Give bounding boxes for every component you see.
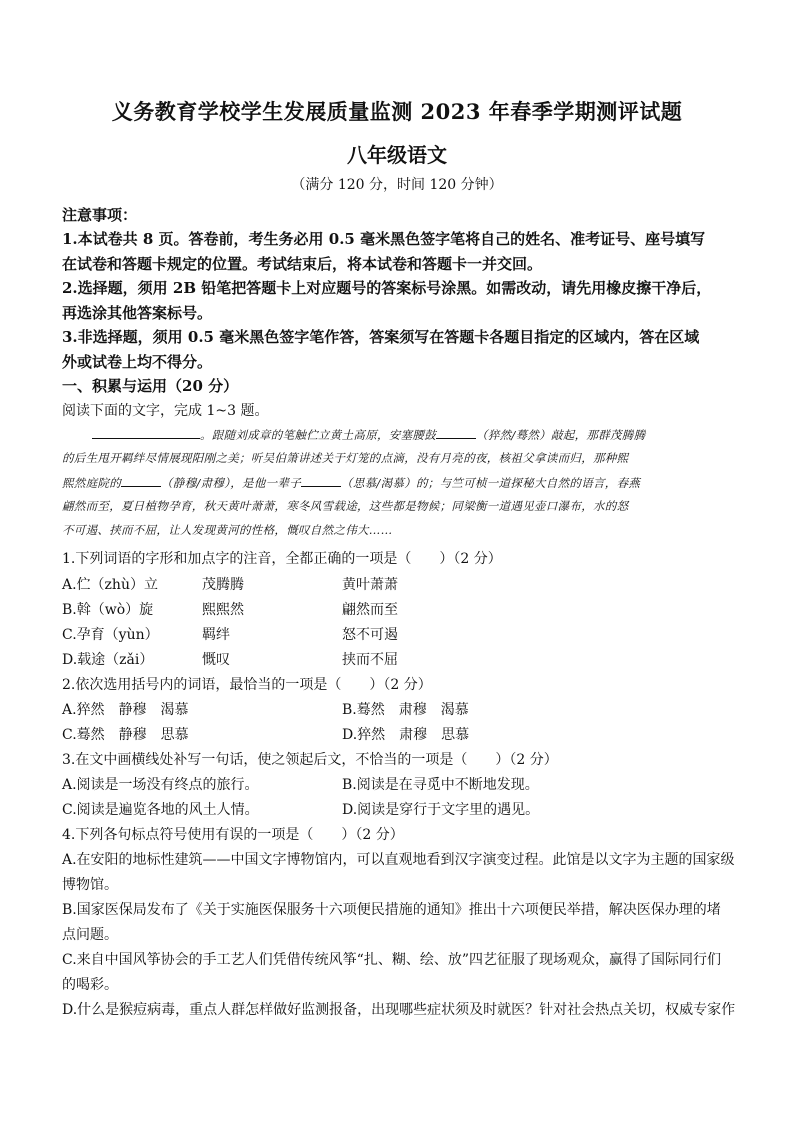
- q2-option-b: B.蓦然 肃穆 渴慕: [342, 702, 469, 718]
- question-2-stem: 2.依次选用括号内的词语，最恰当的一项是（ ）（2 分）: [62, 677, 432, 693]
- q1-option-a-word1: A.伫（zhù）立: [62, 577, 158, 593]
- answer-blank: [92, 426, 200, 439]
- q4-option-d: D.什么是猴痘病毒，重点人群怎样做好监测报备，出现哪些症状须及时就医？针对社会热点关切，权威专家作: [62, 1002, 736, 1018]
- notes-item-1-cont: 在试卷和答题卡规定的位置。考试结束后，将本试卷和答题卡一并交回。: [62, 255, 543, 273]
- q1-option-b-word3: 翩然而至: [342, 602, 398, 618]
- q1-option-b-word2: 熙熙然: [202, 602, 244, 618]
- passage-line-3: 熙然庭院的 （静穆/肃穆），是他一辈子 （思慕/渴慕）的；与竺可桢一道探秘大自然的语言，春燕: [62, 476, 641, 490]
- answer-blank: [121, 474, 161, 487]
- q4-option-a-cont: 博物馆。: [62, 877, 118, 893]
- q2-option-c: C.蓦然 静穆 思慕: [62, 727, 189, 743]
- notes-heading: 注意事项：: [62, 206, 138, 224]
- question-3-stem: 3.在文中画横线处补写一句话，使之领起后文，不恰当的一项是（ ）（2 分）: [62, 752, 558, 768]
- section-heading: 一、积累与运用（20 分）: [62, 377, 239, 395]
- q4-option-c-cont: 的喝彩。: [62, 977, 118, 993]
- q4-option-a: A.在安阳的地标性建筑——中国文字博物馆内，可以直观地看到汉字演变过程。此馆是以文字为主题的国家级: [62, 852, 735, 868]
- question-4-stem: 4.下列各句标点符号使用有误的一项是（ ）（2 分）: [62, 827, 404, 843]
- q4-option-c: C.来自中国风筝协会的手工艺人们凭借传统风筝“扎、糊、绘、放”四艺征服了现场观众，赢得了国际同行们: [62, 952, 721, 968]
- q4-option-b-cont: 点问题。: [62, 927, 118, 943]
- q2-option-d: D.猝然 肃穆 思慕: [342, 727, 470, 743]
- exam-meta: （满分 120 分，时间 120 分钟）: [291, 177, 503, 193]
- q1-option-d-word2: 慨叹: [202, 652, 230, 668]
- q4-option-b: B.国家医保局发布了《关于实施医保服务十六项便民措施的通知》推出十六项便民举措，解决医保办理的堵: [62, 902, 721, 918]
- q1-option-a-word2: 茂腾腾: [202, 577, 244, 593]
- reading-instruction: 阅读下面的文字，完成 1~3 题。: [62, 403, 269, 419]
- passage-line-1: 。跟随刘成章的笔触伫立黄土高原，安塞腰鼓 （猝然/蓦然）敲起，那群茂腾腾: [92, 426, 742, 443]
- q3-option-c: C.阅读是遍览各地的风土人情。: [62, 802, 259, 818]
- q1-option-d-word1: D.载途（zǎi）: [62, 652, 154, 668]
- q3-option-b: B.阅读是在寻觅中不断地发现。: [342, 777, 539, 793]
- q1-option-d-word3: 挟而不屈: [342, 652, 398, 668]
- q1-option-a-word3: 黄叶萧萧: [342, 577, 398, 593]
- passage-line-2: 的后生甩开羁绊尽情展现阳刚之美；听吴伯箫讲述关于灯笼的点滴，没有月亮的夜，核祖父拿读而归，那种熙: [62, 451, 629, 465]
- q1-option-c-word1: C.孕育（yùn）: [62, 627, 159, 643]
- notes-item-3: 3.非选择题，须用 0.5 毫米黑色签字笔作答，答案须写在答题卡各题目指定的区域内，答在区域: [62, 328, 700, 346]
- q3-option-d: D.阅读是穿行于文字里的遇见。: [342, 802, 540, 818]
- q3-option-a: A.阅读是一场没有终点的旅行。: [62, 777, 259, 793]
- exam-title: 义务教育学校学生发展质量监测 2023 年春季学期测评试题: [111, 99, 683, 124]
- q1-option-c-word2: 羁绊: [202, 627, 230, 643]
- passage-line-4: 翩然而至，夏日植物孕育，秋天黄叶萧萧，寒冬风雪载途，这些都是物候；同梁衡一道遇见壶口瀑布，水的怒: [62, 499, 629, 513]
- answer-blank: [436, 426, 476, 439]
- notes-item-3-cont: 外或试卷上均不得分。: [62, 353, 213, 371]
- q2-option-a: A.猝然 静穆 渴慕: [62, 702, 189, 718]
- notes-item-1: 1.本试卷共 8 页。答卷前，考生务必用 0.5 毫米黑色签字笔将自己的姓名、准考证号、座号填写: [62, 230, 706, 248]
- q1-option-c-word3: 怒不可遏: [342, 627, 398, 643]
- answer-blank: [301, 474, 341, 487]
- question-1-stem: 1.下列词语的字形和加点字的注音，全都正确的一项是（ ）（2 分）: [62, 551, 502, 567]
- passage-line-5: 不可遏、挟而不屈，让人发现黄河的性格，慨叹自然之伟大……: [62, 523, 393, 537]
- notes-item-2: 2.选择题，须用 2B 铅笔把答题卡上对应题号的答案标号涂黑。如需改动，请先用橡皮擦干净后，: [62, 279, 712, 297]
- exam-subject: 八年级语文: [347, 143, 447, 167]
- q1-option-b-word1: B.斡（wò）旋: [62, 602, 154, 618]
- notes-item-2-cont: 再选涂其他答案标号。: [62, 304, 213, 322]
